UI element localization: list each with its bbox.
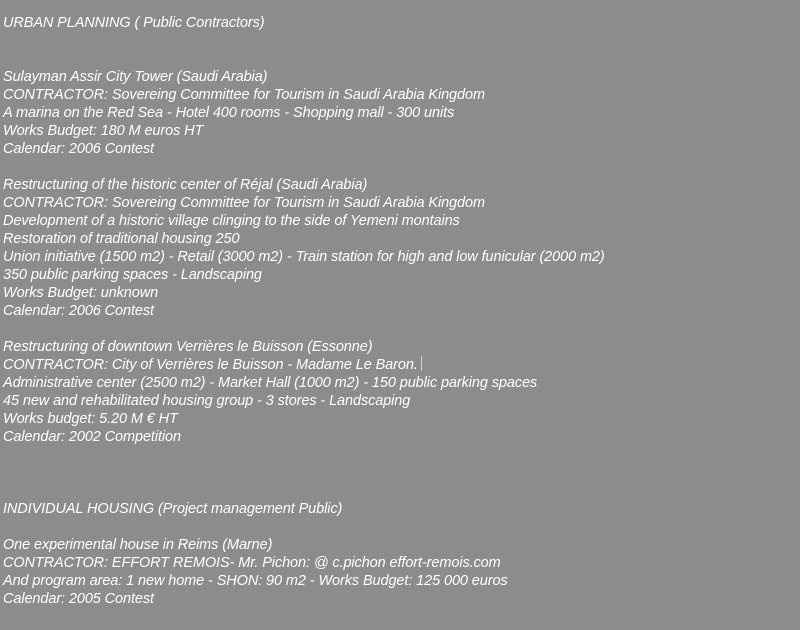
project-verrieres-le-buisson <box>3 338 797 446</box>
project-budget: Works budget: 5.20 M € HT <box>3 411 178 427</box>
project-title: Restructuring of downtown Verrières le Buisson (Essonne) <box>3 339 373 355</box>
project-sulayman-assir-city-tower <box>3 68 797 158</box>
project-program: Restoration of traditional housing 250 <box>3 231 240 247</box>
project-title: One experimental house in Reims (Marne) <box>3 537 273 553</box>
project-calendar: Calendar: 2002 Competition <box>3 429 181 445</box>
project-title: Restructuring of the historic center of Réjal (Saudi Arabia) <box>3 177 368 193</box>
project-contractor: CONTRACTOR: EFFORT REMOIS- Mr. Pichon: @ c.pichon effort-remois.com <box>3 555 501 571</box>
project-contractor-line <box>3 356 797 374</box>
project-contractor: CONTRACTOR: Sovereing Committee for Tourism in Saudi Arabia Kingdom <box>3 87 485 103</box>
project-rejal-historic-center <box>3 176 797 320</box>
project-description: Development of a historic village clinging to the side of Yemeni montains <box>3 213 460 229</box>
project-title: Sulayman Assir City Tower (Saudi Arabia) <box>3 69 268 85</box>
project-program: A marina on the Red Sea - Hotel 400 rooms - Shopping mall - 300 units <box>3 105 455 121</box>
text-cursor <box>421 356 422 371</box>
project-contractor: CONTRACTOR: Sovereing Committee for Tourism in Saudi Arabia Kingdom <box>3 195 485 211</box>
project-calendar: Calendar: 2006 Contest <box>3 141 154 157</box>
project-contractor: CONTRACTOR: City of Verrières le Buisson - Madame Le Baron. <box>3 357 418 373</box>
project-program: Union initiative (1500 m2) - Retail (3000 m2) - Train station for high and low funicular (2000 m2) <box>3 249 605 265</box>
spacer <box>3 320 797 338</box>
project-program: And program area: 1 new home - SHON: 90 m2 - Works Budget: 125 000 euros <box>3 573 508 589</box>
project-calendar: Calendar: 2006 Contest <box>3 303 154 319</box>
section-heading-urban-planning: URBAN PLANNING ( Public Contractors) <box>3 15 265 31</box>
project-program: 45 new and rehabilitated housing group - 3 stores - Landscaping <box>3 393 411 409</box>
section-heading-individual-housing: INDIVIDUAL HOUSING (Project management Public) <box>3 501 343 517</box>
spacer <box>3 446 797 500</box>
project-reims-experimental-house <box>3 536 797 608</box>
project-program: 350 public parking spaces - Landscaping <box>3 267 262 283</box>
spacer <box>3 158 797 176</box>
project-program: Administrative center (2500 m2) - Market Hall (1000 m2) - 150 public parking spaces <box>3 375 538 391</box>
project-budget: Works Budget: 180 M euros HT <box>3 123 204 139</box>
project-budget: Works Budget: unknown <box>3 285 159 301</box>
document-body <box>3 14 797 608</box>
spacer <box>3 32 797 68</box>
project-calendar: Calendar: 2005 Contest <box>3 591 154 607</box>
spacer <box>3 518 797 536</box>
